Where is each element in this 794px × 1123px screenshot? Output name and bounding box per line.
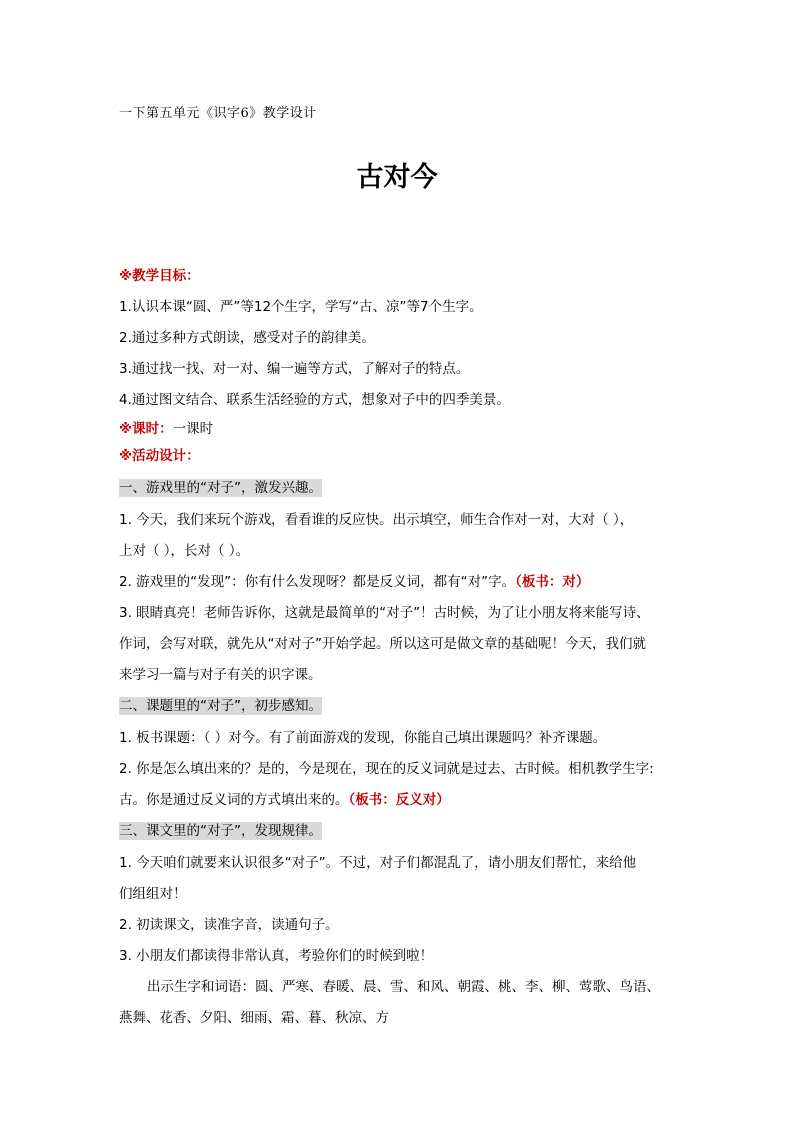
goal-item-1: 1.认识本课“圆、严”等12个生字，学写“古、凉”等7个生字。	[119, 299, 483, 315]
section-3-heading-text: 三、课文里的“对子”，发现规律。	[119, 823, 322, 839]
activity-heading: ※活动设计：	[119, 448, 200, 464]
s1-line-3b: 作词，会写对联，就先从“对对子”开始学起。所以这可是做文章的基础呢！今天，我们就	[119, 636, 646, 652]
goal-item-2: 2.通过多种方式朗读，感受对子的韵律美。	[119, 330, 375, 346]
s1-line-3a: 3. 眼睛真亮！老师告诉你，这就是最简单的“对子”！古时候，为了让小朋友将来能写诗、	[119, 605, 650, 621]
board-note-2: （板书：反义对）	[348, 792, 450, 808]
goal-item-4: 4.通过图文结合、联系生活经验的方式，想象对子中的四季美景。	[119, 392, 510, 408]
goal-item-3: 3.通过找一找、对一对、编一遍等方式，了解对子的特点。	[119, 361, 470, 377]
s1-line-1a: 1. 今天，我们来玩个游戏，看看谁的反应快。出示填空，师生合作对一对，大对（ ），	[119, 512, 634, 528]
page-title: 古对今	[356, 162, 438, 193]
s3-line-1a: 1. 今天咱们就要来认识很多“对子”。不过，对子们都混乱了，请小朋友们帮忙，来给他	[119, 855, 637, 871]
s2-line-2b	[119, 788, 450, 808]
s1-line-3c: 来学习一篇与对子有关的识字课。	[119, 667, 322, 683]
section-1-heading-text: 一、游戏里的“对子”，激发兴趣。	[119, 480, 322, 496]
board-note-1: （板书：对）	[515, 574, 590, 590]
section-3-heading	[119, 819, 322, 839]
s3-line-2: 2. 初读课文，读准字音，读通句子。	[119, 917, 339, 933]
section-2-heading-text: 二、课题里的“对子”，初步感知。	[119, 698, 322, 714]
s3-line-1b: 们组组对！	[119, 886, 187, 902]
document-header: 一下第五单元《识字6》教学设计	[119, 106, 317, 121]
s1-line-1b: 上对（ ），长对（ ）。	[119, 543, 250, 559]
s2-line-2b-text: 古。你是通过反义词的方式填出来的。	[119, 792, 349, 808]
s1-line-2-text: 2. 游戏里的“发现”：你有什么发现呀？都是反义词，都有“对”字。	[119, 574, 516, 590]
s2-line-1: 1. 板书课题：（ ）对今。有了前面游戏的发现，你能自己填出课题吗？补齐课题。	[119, 730, 607, 746]
s3-line-4a: 出示生字和词语：圆、严寒、春暖、晨、雪、和风、朝霞、桃、李、柳、莺歌、鸟语、	[147, 979, 660, 995]
section-1-heading	[119, 476, 322, 496]
lesson-time-label: ※课时：	[119, 421, 173, 437]
s2-line-2a: 2. 你是怎么填出来的？是的，今是现在，现在的反义词就是过去、古时候。相机教学生字:	[119, 761, 654, 777]
lesson-time-value: 一课时	[172, 421, 214, 437]
s3-line-3: 3. 小朋友们都读得非常认真，考验你们的时候到啦！	[119, 948, 434, 964]
s3-line-4b: 燕舞、花香、夕阳、细雨、霜、暮、秋凉、方	[119, 1010, 389, 1026]
s1-line-2	[119, 570, 589, 590]
section-2-heading	[119, 694, 322, 714]
goals-heading: ※教学目标：	[119, 268, 200, 284]
lesson-time	[119, 417, 213, 437]
